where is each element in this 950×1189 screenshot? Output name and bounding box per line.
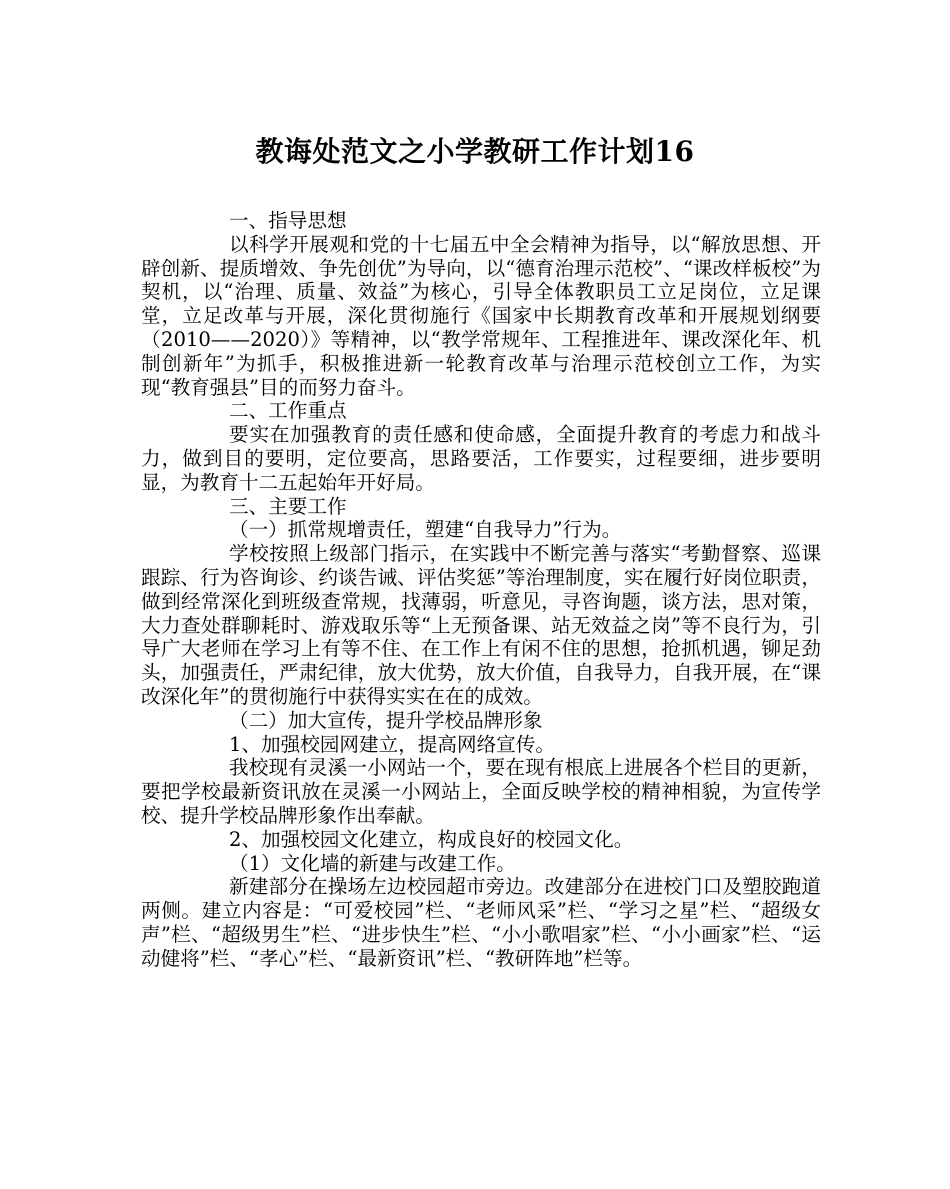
heading-work-focus: 二、工作重点 — [229, 399, 347, 423]
subheading-routine-responsibility: （一）抓常规增责任，塑建“自我导力”行为。 — [229, 518, 622, 542]
heading-main-work: 三、主要工作 — [229, 494, 347, 518]
subheading-publicity-brand: （二）加大宣传，提升学校品牌形象 — [229, 708, 543, 732]
document-title: 教诲处范文之小学教研工作计划16 — [255, 135, 695, 168]
paragraph-culture-wall: 新建部分在操场左边校园超市旁边。改建部分在进校门口及塑胶跑道两侧。建立内容是：“可爱校园”栏、“老师风采”栏、“学习之星”栏、“超级女声”栏、“超级男生”栏、“进步快生”栏、“小小歌唱家”栏、“小小画家”栏、“运动健将”栏、“孝心”栏、“最新资讯”栏、“教研阵地”栏等。 — [141, 875, 821, 970]
item-culture-wall: （1）文化墙的新建与改建工作。 — [229, 851, 516, 875]
paragraph-guiding-ideology: 以科学开展观和党的十七届五中全会精神为指导，以“解放思想、开辟创新、提质增效、争先创优”为导向，以“德育治理示范校”、“课改样板校”为契机，以“治理、质量、效益”为核心，引导全体教职员工立足岗位，立足课堂，立足改革与开展，深化贯彻施行《国家中长期教育改革和开展规划纲要（2010——2020）》等精神，以“教学常规年、工程推进年、课改深化年、机制创新年”为抓手，积极推进新一轮教育改革与治理示范校创立工作，为实现“教育强县”目的而努力奋斗。 — [141, 232, 821, 399]
paragraph-work-focus: 要实在加强教育的责任感和使命感，全面提升教育的考虑力和战斗力，做到目的要明，定位要高，思路要活，工作要实，过程要细，进步要明显，为教育十二五起始年开好局。 — [141, 423, 821, 494]
item-campus-culture: 2、加强校园文化建立，构成良好的校园文化。 — [229, 827, 634, 851]
item-campus-website: 1、加强校园网建立，提高网络宣传。 — [229, 732, 555, 756]
paragraph-campus-website: 我校现有灵溪一小网站一个，要在现有根底上进展各个栏目的更新，要把学校最新资讯放在灵溪一小网站上，全面反映学校的精神相貌，为宣传学校、提升学校品牌形象作出奉献。 — [141, 756, 821, 827]
paragraph-routine-responsibility: 学校按照上级部门指示，在实践中不断完善与落实“考勤督察、巡课跟踪、行为咨询诊、约谈告诫、评估奖惩”等治理制度，实在履行好岗位职责，做到经常深化到班级查常规，找薄弱，听意见，寻咨询题，谈方法，思对策，大力查处群聊耗时、游戏取乐等“上无预备课、站无效益之岗”等不良行为，引导广大老师在学习上有等不住、在工作上有闲不住的思想，抢抓机遇，铆足劲头，加强责任，严肃纪律，放大优势，放大价值，自我导力，自我开展，在“课改深化年”的贯彻施行中获得实实在在的成效。 — [141, 542, 821, 708]
document-body — [141, 209, 821, 971]
heading-guiding-ideology: 一、指导思想 — [229, 209, 347, 232]
